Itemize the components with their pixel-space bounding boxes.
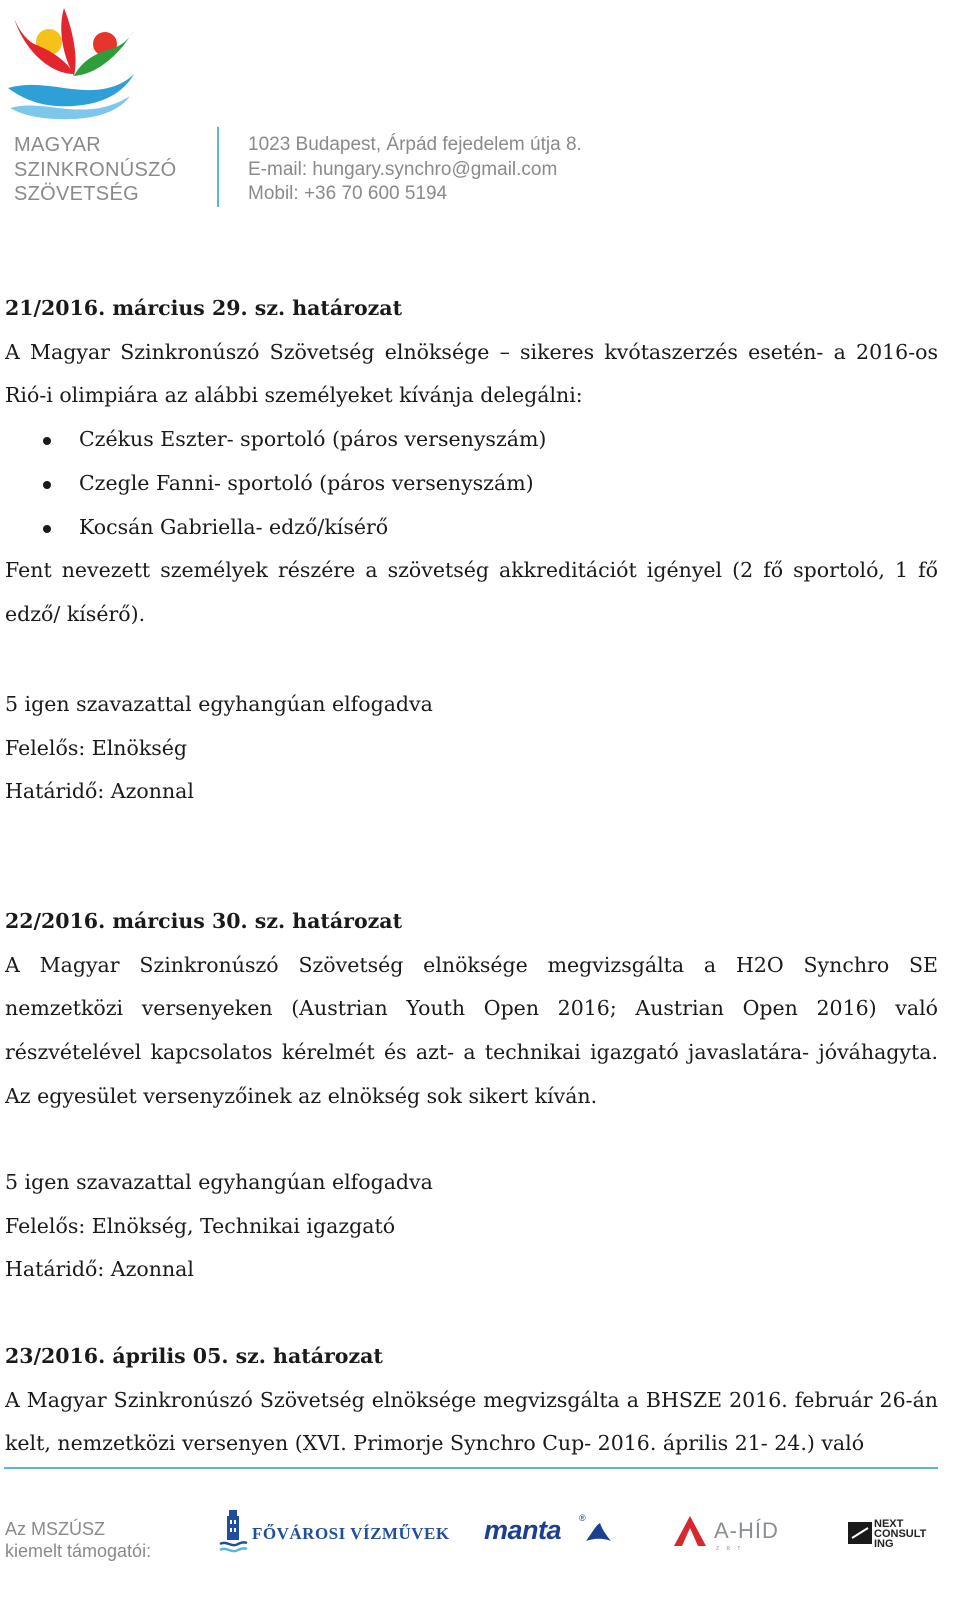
mobile-text: Mobil: +36 70 600 5194 [248, 183, 448, 204]
resolution-21 [5, 287, 938, 637]
sponsor-label [5, 1518, 151, 1562]
manta-ray-icon [584, 1521, 612, 1543]
manta-registered-mark: ® [579, 1513, 586, 1523]
ahid-subtitle: Z R T [716, 1546, 744, 1552]
resolution-title: 21/2016. március 29. sz. határozat [5, 296, 403, 320]
resolution-intro: A Magyar Szinkronúszó Szövetség elnöksége – sikeres kvótaszerzés esetén- a 2016-os Rió-i olimpiára az alábbi személyeket kívánja delegálni: [5, 339, 938, 408]
next-consulting-icon [848, 1522, 872, 1544]
federation-logo-icon [4, 4, 138, 122]
org-name-line-3: SZÖVETSÉG [14, 183, 139, 205]
resolution-title: 22/2016. március 30. sz. határozat [5, 909, 403, 933]
footer-divider [4, 1467, 938, 1469]
resolution-intro: A Magyar Szinkronúszó Szövetség elnöksége megvizsgálta a BHSZE 2016. február 26-án kelt, nemzetközi versenyen (XVI. Primorje Synchro Cup- 2016. április 21- 24.) való [5, 1387, 938, 1456]
org-name-line-2: SZINKRONÚSZÓ [14, 158, 177, 181]
contact-info [248, 133, 582, 207]
water-tower-icon [218, 1508, 248, 1558]
vote-result: 5 igen szavazattal egyhangúan elfogadva [5, 1170, 433, 1194]
deadline-text: Határidő: Azonnal [5, 779, 194, 804]
delegate-list [5, 418, 938, 549]
list-item: Czékus Eszter- sportoló (páros versenyszám) [5, 418, 938, 462]
resolution-22 [5, 900, 938, 1119]
address-text: 1023 Budapest, Árpád fejedelem útja 8. [248, 134, 582, 155]
responsible-text: Felelős: Elnökség, Technikai igazgató [5, 1213, 396, 1238]
resolution-intro: A Magyar Szinkronúszó Szövetség elnöksége megvizsgálta a H2O Synchro SE nemzetközi versenyeken (Austrian Youth Open 2016; Austrian Open 2016) való részvételével kapcsolatos kérelmét és azt- a technikai igazgató javaslatára- jóváhagyta. Az egyesület versenyzőinek az elnökség sok sikert kíván. [5, 952, 938, 1108]
resolution-22-meta [5, 1161, 938, 1292]
responsible-text: Felelős: Elnökség [5, 735, 188, 760]
ahid-name: A-HÍD [714, 1518, 779, 1543]
next-consulting-name [874, 1519, 926, 1549]
triangle-icon [672, 1514, 708, 1548]
vote-result: 5 igen szavazattal egyhangúan elfogadva [5, 692, 433, 716]
sponsor-label-line-1: Az MSZÚSZ [5, 1519, 106, 1539]
list-item: Czegle Fanni- sportoló (páros versenyszám) [5, 462, 938, 506]
next-line-3: ING [874, 1538, 894, 1550]
resolution-title: 23/2016. április 05. sz. határozat [5, 1344, 383, 1368]
resolution-note: Fent nevezett személyek részére a szövetség akkreditációt igényel (2 fő sportoló, 1 fő edző/ kísérő). [5, 558, 938, 626]
next-line-1: NEXT [874, 1518, 904, 1530]
resolution-23 [5, 1335, 938, 1466]
vizmuvek-name: FŐVÁROSI VÍZMŰVEK [252, 1524, 450, 1543]
sponsor-manta-logo [484, 1513, 586, 1546]
next-line-2: CONSULT [874, 1528, 927, 1540]
deadline-text: Határidő: Azonnal [5, 1257, 194, 1282]
org-name-line-1: MAGYAR [14, 134, 101, 156]
organization-name [14, 133, 214, 207]
sponsor-label-line-2: kiemelt támogatói: [5, 1541, 152, 1561]
email-text: E-mail: hungary.synchro@gmail.com [248, 158, 558, 180]
manta-name: manta [484, 1515, 562, 1545]
resolution-21-meta [5, 683, 938, 814]
list-item: Kocsán Gabriella- edző/kísérő [5, 506, 938, 550]
header-divider [217, 127, 219, 207]
